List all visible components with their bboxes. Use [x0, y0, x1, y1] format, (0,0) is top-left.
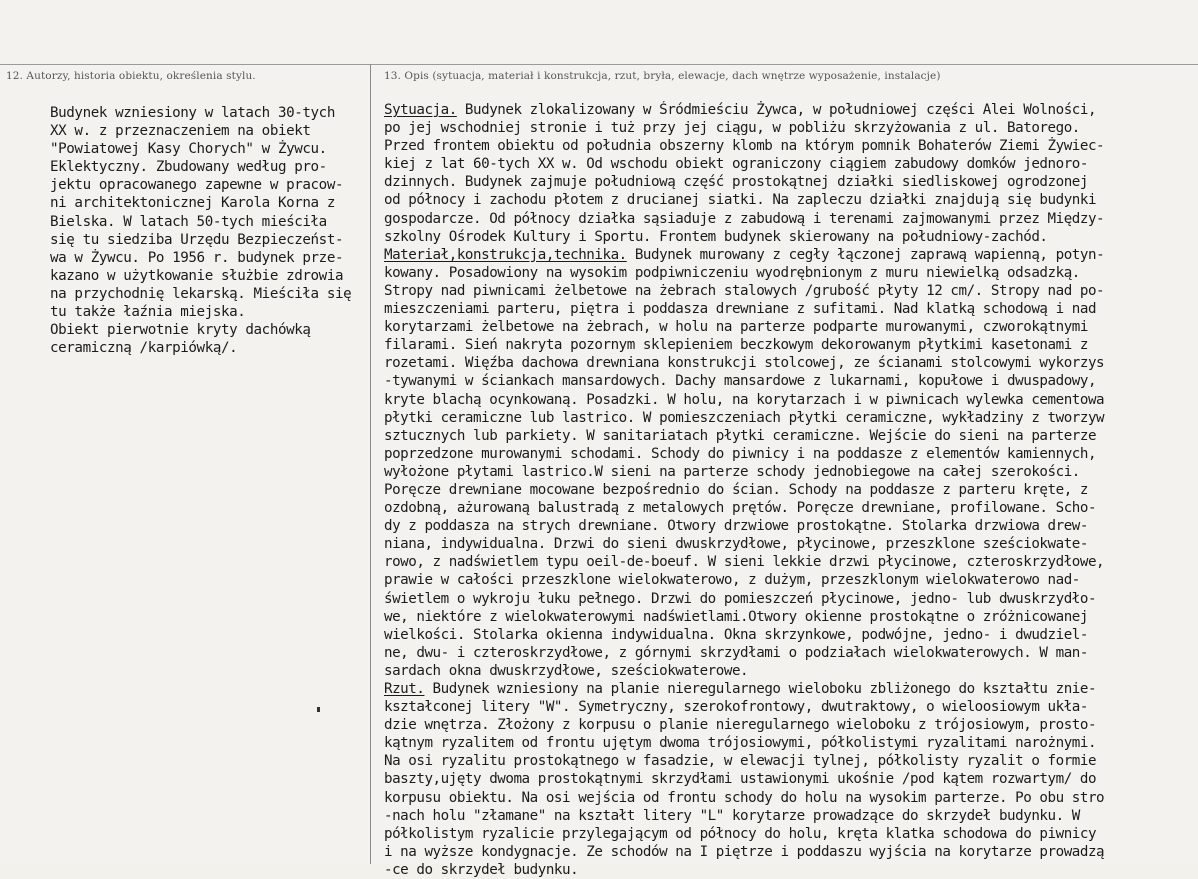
history-line: "Powiatowej Kasy Chorych" w Żywcu. — [50, 141, 327, 158]
description-line — [384, 644, 1190, 662]
description-line — [384, 734, 1190, 752]
description-line — [384, 752, 1190, 770]
history-line: Obiekt pierwotnie kryty dachówką — [50, 322, 311, 339]
line-text: ozdobną, ażurowaną balustradą z metalowych prętów. Poręcze drewniane, profilowane. Scho- — [384, 500, 1097, 517]
description-line — [384, 391, 1190, 409]
description-line — [384, 155, 1190, 173]
line-text: wyłożone płytami lastrico.W sieni na parterze schody jednobiegowe na całej szerokości. — [384, 463, 1080, 480]
description-line — [384, 119, 1190, 137]
description-line — [384, 282, 1190, 300]
line-text: niana, indywidualna. Drzwi do sieni dwuskrzydłowe, płycinowe, przeszklone sześciokwate- — [384, 536, 1088, 553]
header-rule — [0, 64, 1198, 65]
line-text: kątnym ryzalitem od frontu ujętym dwoma trójosiowymi, półkolistymi ryzalitami narożnymi. — [384, 735, 1097, 752]
description-line — [384, 590, 1190, 608]
line-text: rowo, z nadświetlem typu oeil-de-boeuf. W sieni lekkie drzwi płycinowe, czteroskrzydłowe, — [384, 554, 1105, 571]
history-line: Eklektyczny. Zbudowany według pro- — [50, 159, 327, 176]
line-text: od północy i zachodu płotem z drucianej siatki. Na zapleczu działki znajdują się budynki — [384, 192, 1097, 209]
description-line — [384, 463, 1190, 481]
description-line — [384, 517, 1190, 535]
line-text: filarami. Sień nakryta pozornym sklepieniem beczkowym dekorowanym płytkimi kasetonami z — [384, 337, 1088, 354]
history-line: XX w. z przeznaczeniem na obiekt — [50, 123, 311, 140]
description-line — [384, 264, 1190, 282]
line-text: sztucznych lub parkiety. W sanitariatach płytki ceramiczne. Wejście do sieni na parterze — [384, 427, 1097, 444]
description-line — [384, 698, 1190, 716]
column-divider — [370, 64, 371, 864]
line-text: dzie wnętrza. Złożony z korpusu o planie nieregularnego wieloboku z trójosiowym, prosto- — [384, 717, 1097, 734]
description-line — [384, 843, 1190, 861]
line-text: kowany. Posadowiony na wysokim podpiwniczeniu wyodrębnionym z muru niewielką odsadzką. — [384, 264, 1080, 281]
description-line — [384, 300, 1190, 318]
description-line — [384, 680, 1190, 698]
description-line — [384, 553, 1190, 571]
description-line — [384, 716, 1190, 734]
line-text: wielkości. Stolarka okienna indywidualna. Okna skrzynkowe, podwójne, jedno- i dwudziel- — [384, 626, 1088, 643]
line-text: kiej z lat 60-tych XX w. Od wschodu obiekt ograniczony ciągiem zabudowy domków jednoro- — [384, 156, 1088, 173]
history-line: Budynek wzniesiony w latach 30-tych — [50, 105, 335, 121]
history-line: jektu opracowanego zapewne w pracow- — [50, 177, 344, 194]
ink-mark — [317, 707, 320, 712]
history-line: wa w Żywcu. Po 1956 r. budynek prze- — [50, 249, 344, 266]
history-line: na przychodnię lekarską. Mieściła się — [50, 285, 352, 302]
line-text: -tywanymi w ściankach mansardowych. Dachy mansardowe z lukarnami, kopułowe i dwuspadowy, — [384, 373, 1097, 390]
description-line — [384, 807, 1190, 825]
section-heading: Sytuacja. — [384, 102, 457, 118]
description-line — [384, 336, 1190, 354]
description-line — [384, 246, 1190, 264]
description-line — [384, 372, 1190, 390]
description-line — [384, 427, 1190, 445]
description-line — [384, 789, 1190, 807]
description-line — [384, 354, 1190, 372]
description-line — [384, 318, 1190, 336]
section-13-header: 13. Opis (sytuacja, materiał i konstrukcja, rzut, bryła, elewacje, dach wnętrze wyposażenie, instalacje) — [384, 70, 941, 82]
line-text: i na wyższe kondygnacje. Ze schodów na I piętrze i poddaszu wyjścia na korytarze prowadzą — [384, 843, 1105, 860]
line-text: świetlem o wykroju łuku pełnego. Drzwi do pomieszczeń płycinowe, jedno- lub dwuskrzydło- — [384, 590, 1097, 607]
line-text: mieszczeniami parteru, piętra i poddasza drewniane z sufitami. Nad klatką schodową i nad — [384, 301, 1097, 318]
line-text: Na osi ryzalitu prostokątnego w fasadzie, w elewacji tylnej, półkolisty ryzalit o formie — [384, 753, 1097, 770]
line-text: poprzedzone murowanymi schodami. Schody do piwnicy i na poddasze z elementów kamiennych, — [384, 445, 1097, 462]
line-text: sardach okna dwuskrzydłowe, sześciokwaterowe. — [384, 662, 749, 679]
description-line — [384, 228, 1190, 246]
line-text: -nach holu "złamane" na kształt litery "L" korytarze prowadzące do skrzydeł budynku. W — [384, 807, 1080, 824]
line-text: rozetami. Więźba dachowa drewniana konstrukcji stolcowej, ze ścianami stolcowymi wykorzys — [384, 355, 1105, 372]
line-text: Poręcze drewniane mocowane bezpośrednio do ścian. Schody na poddasze z parteru kręte, z — [384, 481, 1088, 498]
description-line — [384, 137, 1190, 155]
history-line: ni architektonicznej Karola Korna z — [50, 195, 335, 212]
description-line — [384, 101, 1190, 119]
line-text: korytarzami żelbetowe na żebrach, w holu na parterze podparte murowanymi, czworokątnymi — [384, 319, 1088, 336]
section-12-header: 12. Autorzy, historia obiektu, określenia stylu. — [6, 70, 256, 82]
description-line — [384, 535, 1190, 553]
line-text: gospodarcze. Od północy działka sąsiaduje z zabudową i terenami zajmowanymi przez Między- — [384, 210, 1105, 227]
history-line: Bielska. W latach 50-tych mieściła — [50, 213, 327, 230]
description-text — [384, 101, 1190, 879]
section-heading: Materiał,konstrukcja,technika. — [384, 246, 627, 263]
line-text: płytki ceramiczne lub lastrico. W pomieszczeniach płytki ceramiczne, wykładziny z tworzyw — [384, 409, 1105, 426]
description-line — [384, 481, 1190, 499]
description-line — [384, 210, 1190, 228]
section-heading: Rzut. — [384, 681, 425, 697]
line-text: ne, dwu- i czteroskrzydłowe, z górnymi skrzydłami o podziałach wielokwaterowych. W man- — [384, 644, 1088, 661]
line-text: Przed frontem obiektu od południa obszerny klomb na którym pomnik Bohaterów Ziemi Żywiec- — [384, 138, 1105, 155]
line-text: szkolny Ośrodek Kultury i Sportu. Frontem budynek skierowany na południowy-zachód. — [384, 228, 1048, 245]
history-text — [50, 104, 362, 357]
history-line: ceramiczną /karpiówką/. — [50, 340, 238, 357]
line-text: dzinnych. Budynek zajmuje południową część prostokątnej działki siedliskowej ogrodzonej — [384, 174, 1088, 191]
description-line — [384, 191, 1190, 209]
line-text: Budynek murowany z cegły łączonej zaprawą wapienną, potyn- — [626, 246, 1105, 263]
line-text: kształconej litery "W". Symetryczny, szerokofrontowy, dwutraktowy, o wieloosiowym ukła- — [384, 699, 1088, 716]
line-text: Stropy nad piwnicami żelbetowe na żebrach stalowych /grubość płyty 12 cm/. Stropy nad po- — [384, 282, 1105, 299]
description-line — [384, 662, 1190, 680]
line-text: baszty,ujęty dwoma prostokątnymi skrzydłami ustawionymi ukośnie /pod kątem rozwartym/ do — [384, 771, 1097, 788]
history-line: tu także łaźnia miejska. — [50, 304, 246, 321]
line-text: półkolistym ryzalicie przylegającym od północy do holu, kręta klatka schodowa do piwnicy — [384, 825, 1097, 842]
line-text: Budynek wzniesiony na planie nieregularnego wieloboku zbliżonego do kształtu znie- — [424, 681, 1097, 697]
history-line: się tu siedziba Urzędu Bezpieczeńst- — [50, 231, 344, 248]
description-line — [384, 409, 1190, 427]
description-line — [384, 770, 1190, 788]
history-line: kazano w użytkowanie służbie zdrowia — [50, 267, 344, 284]
line-text: prawie w całości przeszklone wielokwaterowo, z dużym, przeszklonym wielokwaterowo nad- — [384, 572, 1080, 589]
line-text: korpusu obiektu. Na osi wejścia od frontu schody do holu na wysokim parterze. Po obu stro — [384, 789, 1105, 806]
line-text: dy z poddasza na strych drewniane. Otwory drzwiowe prostokątne. Stolarka drzwiowa drew- — [384, 518, 1088, 535]
description-line — [384, 626, 1190, 644]
line-text: -ce do skrzydeł budynku. — [384, 861, 579, 878]
line-text: Budynek zlokalizowany w Śródmieściu Żywca, w południowej części Alei Wolności, — [456, 102, 1097, 118]
description-line — [384, 173, 1190, 191]
line-text: we, niektóre z wielokwaterowymi nadświetlami.Otwory okienne prostokątne o zróżnicowanej — [384, 608, 1088, 625]
line-text: po jej wschodniej stronie i tuż przy jej ciągu, w pobliżu skrzyżowania z ul. Batorego. — [384, 120, 1080, 137]
description-line — [384, 825, 1190, 843]
description-line — [384, 445, 1190, 463]
description-line — [384, 571, 1190, 589]
description-line — [384, 608, 1190, 626]
line-text: kryte blachą ocynkowaną. Posadzki. W holu, na korytarzach i w piwnicach wylewka cementowa — [384, 391, 1105, 408]
description-line — [384, 499, 1190, 517]
